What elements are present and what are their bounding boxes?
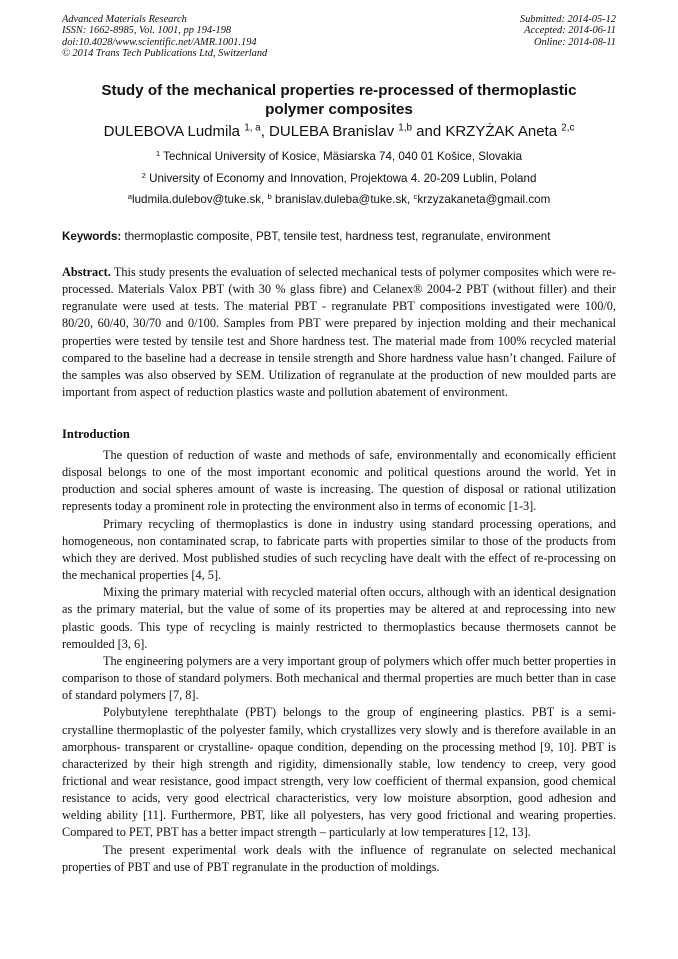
abstract-paragraph [62, 264, 616, 401]
journal-copyright: © 2014 Trans Tech Publications Ltd, Switzerland [62, 48, 268, 60]
submission-dates-header [520, 14, 616, 48]
intro-paragraph-2: Primary recycling of thermoplastics is done in industry using standard processing operations, and homogeneous, non contaminated scrap, to fabricate parts with properties similar to those of the products from which they are derived. Most published studies of such recycling have dealt with the effect of re-processing on the mechanical properties [4, 5]. [62, 516, 616, 583]
keywords [62, 229, 616, 244]
author-krzyzak-affil: 2,c [561, 122, 575, 134]
author-duleba-affil: 1,b [398, 122, 412, 134]
email-b-marker: b [267, 191, 272, 201]
affiliation-1 [62, 150, 616, 164]
email-c-marker: c [413, 191, 418, 201]
introduction-body [62, 447, 616, 876]
affiliation-1-text: Technical University of Kosice, Mäsiarska 74, 040 01 Košice, Slovakia [160, 150, 523, 163]
journal-name: Advanced Materials Research [62, 14, 187, 25]
author-krzyzak: and KRZYŻAK Aneta [411, 123, 562, 140]
email-c: krzyzakaneta@gmail.com [417, 193, 551, 206]
author-duleba: , DULEBA Branislav [260, 123, 399, 140]
email-a-marker: a [127, 191, 132, 201]
affiliation-1-marker: 1 [155, 148, 161, 158]
email-a: ludmila.dulebov@tuke.sk, [132, 193, 268, 206]
author-dulebova-affil: 1, a [244, 122, 261, 134]
paper-title-line-1: Study of the mechanical properties re-processed of thermoplastic [101, 82, 577, 99]
intro-paragraph-5: Polybutylene terephthalate (PBT) belongs to the group of engineering plastics. PBT is a semi-crystalline thermoplastic of the polyester family, which crystallizes very slowly and is therefore available in an amorphous- transparent or crystalline- opaque condition, depending on the processing method [9, 10]. PBT is characterized by their high strength and rigidity, dimensionally stable, low tendency to creep, very good frictional and wear resistance, good impact strength, very low coefficient of thermal expansion, good chemical resistance to acids, very good electrical characteristics, very low moisture absorption, good adhesion and welding ability [11]. Furthermore, PBT, like all polyesters, has very good frictional and wearing properties. Compared to PET, PBT has a better impact strength – particularly at low temperatures [12, 13]. [62, 705, 616, 840]
paper-title-line-2: polymer composites [265, 101, 413, 118]
author-emails [62, 193, 616, 207]
accepted-date: Accepted: 2014-06-11 [524, 25, 616, 37]
author-list [62, 122, 616, 142]
affiliation-2-marker: 2 [141, 170, 146, 180]
abstract-label: Abstract. [62, 265, 111, 279]
author-dulebova: DULEBOVA Ludmila [103, 123, 245, 140]
affiliation-2-text: University of Economy and Innovation, Projektowa 4. 20-209 Lublin, Poland [145, 172, 537, 185]
intro-paragraph-3: Mixing the primary material with recycled material often occurs, although with an identical designation as the primary material, but the value of some of its properties may be altered at and reprocessing into new plastic goods. This type of recycling is mainly restricted to thermoplastics because thermosets cannot be remoulded [3, 6]. [62, 585, 616, 651]
abstract [62, 264, 616, 401]
introduction-heading: Introduction [62, 427, 130, 441]
abstract-text: This study presents the evaluation of selected mechanical tests of polymer composites which were re-processed. Materials Valox PBT (with 30 % glass fibre) and Celanex® 2004-2 PBT (without filler) and their regranulate were used at tests. The material PBT - regranulate PBT compositions investigated were 100/0, 80/20, 60/40, 30/70 and 0/100. Samples from PBT were prepared by injection molding and their mechanical properties were tested by tensile test and Shore hardness test. The material made from 100% recycled material compared to the baseline had a decrease in tensile strength and Shore hardness value hasn’t changed. Failure of the samples was also observed by SEM. Utilization of regranulate at the production of new moulded parts are important from aspect of reduction plastics waste and pollution abatement of environment. [62, 265, 616, 400]
keywords-text: thermoplastic composite, PBT, tensile test, hardness test, regranulate, environment [121, 230, 551, 243]
intro-paragraph-4: The engineering polymers are a very important group of polymers which offer much better properties in comparison to those of standard polymers. Both mechanical and thermal properties are much better than in case of standard polymers [7, 8]. [62, 653, 616, 703]
intro-paragraph-6: The present experimental work deals with the influence of regranulate on selected mechanical properties of PBT and use of PBT regranulate in the production of moldings. [62, 842, 616, 874]
affiliation-2 [62, 172, 616, 186]
email-b: branislav.duleba@tuke.sk, [271, 193, 414, 206]
submitted-date: Submitted: 2014-05-12 [519, 14, 616, 25]
paper-title [62, 81, 616, 119]
journal-info-header [62, 14, 267, 60]
keywords-label: Keywords: [62, 230, 122, 243]
online-date: Online: 2014-08-11 [533, 36, 616, 48]
journal-doi: doi:10.4028/www.scientific.net/AMR.1001.194 [62, 36, 257, 48]
intro-paragraph-1: The question of reduction of waste and methods of safe, environmentally and economically efficient disposal belongs to one of the most important economic and political questions around the world. Yet in production and social spheres amount of waste is increasing. The question of disposal or rational utilization represents today a prominent role in protecting the environment also in terms of economic [1-3]. [62, 448, 616, 514]
journal-issn: ISSN: 1662-8985, Vol. 1001, pp 194-198 [62, 25, 232, 37]
